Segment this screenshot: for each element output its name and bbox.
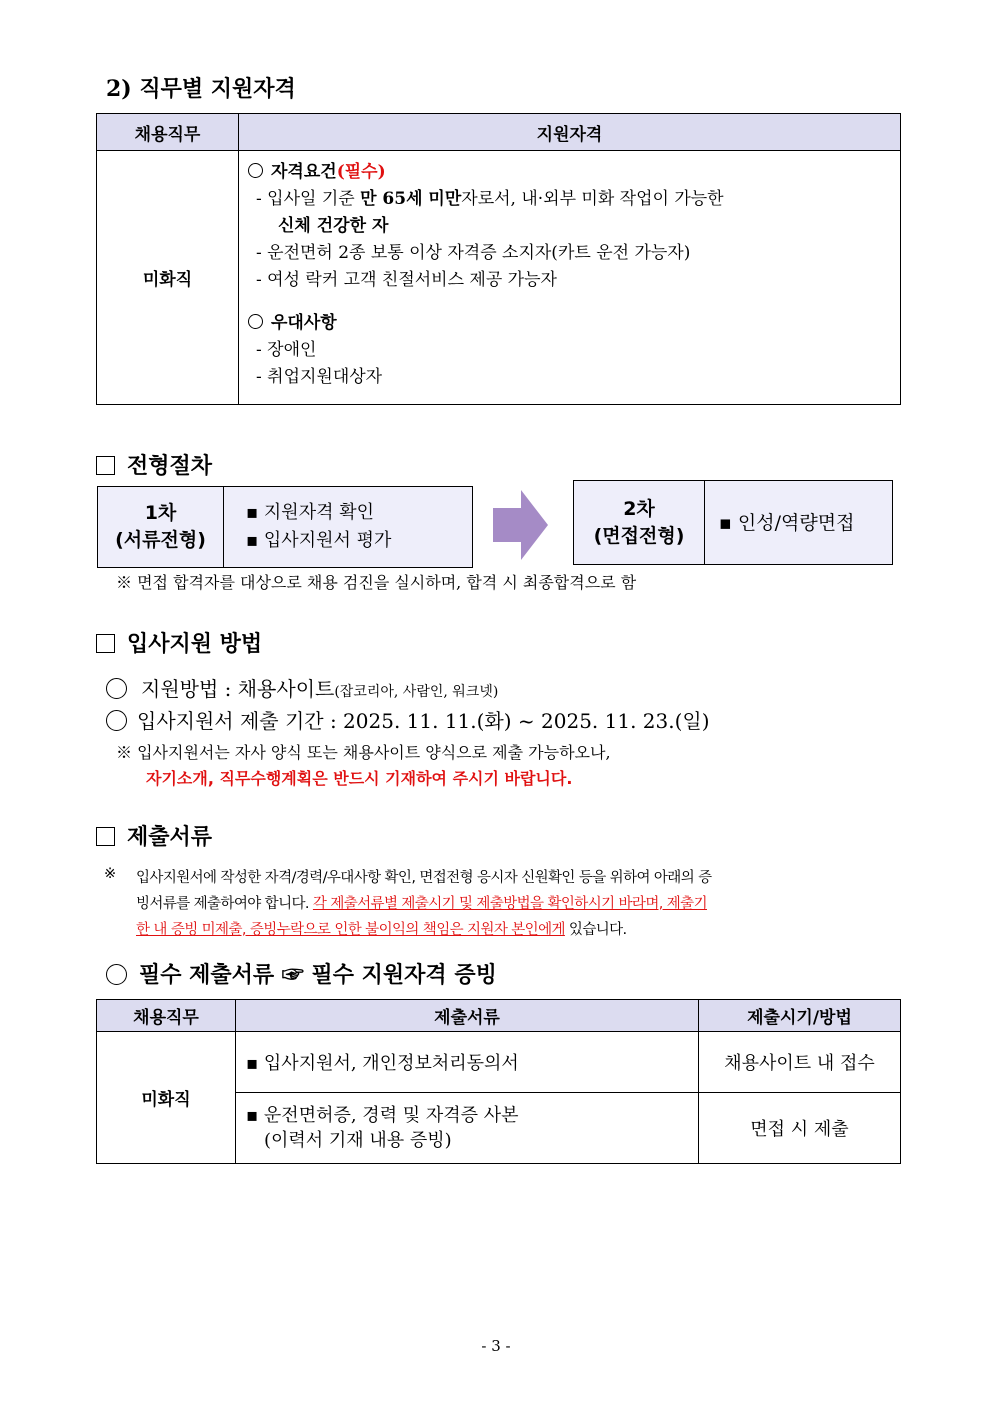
col-header-job: 채용직무	[97, 1000, 236, 1032]
doc-cell: ▪ 입사지원서, 개인정보처리동의서	[236, 1032, 699, 1093]
note-line-1: 입사지원서에 작성한 자격/경력/우대사항 확인, 면접전형 응시자 신원확인 등을 위하여 아래의 증	[136, 870, 712, 886]
note-line-3: 한 내 증빙 미제출, 증빙누락으로 인한 불이익의 책임은 지원자 본인에게 있습니다.	[136, 922, 627, 938]
section-title-apply: 입사지원 방법	[96, 627, 262, 658]
circle-bullet-icon	[248, 314, 263, 329]
required-heading: 자격요건(필수)	[248, 159, 900, 186]
apply-note-2: 자기소개, 직무수행계획은 반드시 기재하여 주시기 바랍니다.	[146, 769, 573, 788]
required-documents-title: 필수 제출서류 ☞ 필수 지원자격 증빙	[106, 958, 497, 989]
section-title-process: 전형절차	[96, 449, 212, 480]
col-header-qualification: 지원자격	[239, 114, 901, 151]
note-line-2: 빙서류를 제출하여야 합니다. 각 제출서류별 제출시기 및 제출방법을 확인하시기 바라며, 제출기	[136, 896, 707, 912]
job-cell: 미화직	[97, 151, 239, 405]
requirement-service: - 여성 락커 고객 친절서비스 제공 가능자	[256, 270, 557, 290]
doc-cell: ▪ 운전면허증, 경력 및 자격증 사본 (이력서 기재 내용 증빙)	[236, 1093, 699, 1164]
job-cell: 미화직	[97, 1032, 236, 1164]
note-mark: ※	[104, 866, 117, 882]
qualification-table	[96, 113, 901, 405]
preference-heading: 우대사항	[248, 310, 900, 337]
timing-cell: 면접 시 제출	[699, 1093, 901, 1164]
requirement-age: - 입사일 기준 만 65세 미만자로서, 내·외부 미화 작업이 가능한	[256, 189, 724, 209]
square-bullet-icon	[96, 456, 115, 475]
page-number: - 3 -	[481, 1337, 511, 1355]
timing-cell: 채용사이트 내 접수	[699, 1032, 901, 1093]
section-title-documents: 제출서류	[96, 820, 212, 851]
apply-period: 입사지원서 제출 기간 : 2025. 11. 11.(화) ~ 2025. 11. 23.(일)	[106, 705, 710, 734]
step-2-body	[705, 481, 854, 564]
requirement-license: - 운전면허 2종 보통 이상 자격증 소지자(카트 운전 가능자)	[256, 243, 691, 263]
process-step-1	[97, 486, 473, 568]
step-1-item: ▪ 입사지원서 평가	[246, 530, 392, 551]
documents-table	[96, 999, 901, 1164]
arrow-right-icon	[493, 490, 549, 560]
step-2-item: ▪ 인성/역량면접	[719, 511, 855, 534]
square-bullet-icon	[96, 827, 115, 846]
step-2-head: 2차 (면접전형)	[574, 481, 705, 564]
requirement-health: 신체 건강한 자	[278, 216, 389, 236]
step-1-item: ▪ 지원자격 확인	[246, 502, 374, 523]
col-header-job: 채용직무	[97, 114, 239, 151]
circle-bullet-icon	[106, 964, 127, 985]
apply-method: 지원방법 : 채용사이트(잡코리아, 사람인, 워크넷)	[106, 673, 498, 702]
process-step-2	[573, 480, 893, 565]
apply-note-1: ※ 입사지원서는 자사 양식 또는 채용사이트 양식으로 제출 가능하오나,	[116, 743, 611, 762]
circle-bullet-icon	[106, 710, 127, 731]
preference-disabled: - 장애인	[256, 340, 317, 360]
col-header-timing: 제출시기/방법	[699, 1000, 901, 1032]
process-note: ※ 면접 합격자를 대상으로 채용 검진을 실시하며, 합격 시 최종합격으로 함	[116, 573, 637, 592]
preference-employment-support: - 취업지원대상자	[256, 367, 383, 387]
circle-bullet-icon	[106, 678, 127, 699]
square-bullet-icon	[96, 634, 115, 653]
section-title-qualifications: 2) 직무별 지원자격	[106, 76, 296, 102]
qualification-cell	[239, 151, 901, 405]
step-1-body	[224, 487, 391, 567]
step-1-head: 1차 (서류전형)	[98, 487, 224, 567]
col-header-documents: 제출서류	[236, 1000, 699, 1032]
circle-bullet-icon	[248, 163, 263, 178]
